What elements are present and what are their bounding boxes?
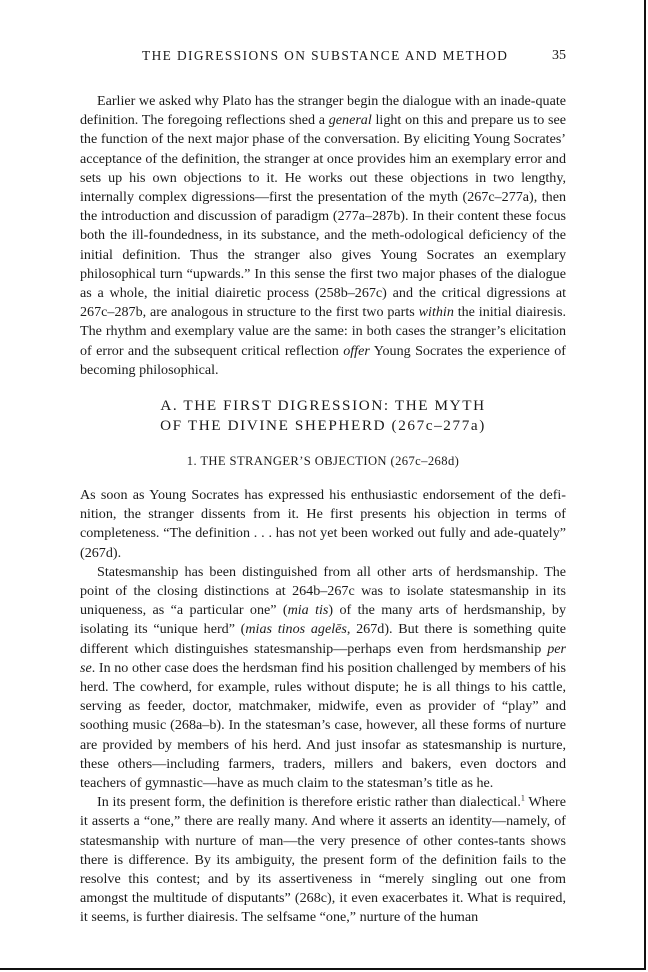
text-run: . In no other case does the herdsman find his position challenged by members of his herd. The cowherd, for example, rules without dispute; he is all things to his cattle, serving as feeder, doctor, matchmaker, midwife, even as provider of “play” and soothing music (268a–b). In the statesman’s case, however, all these forms of nurture are provided by members of his herd. And just insofar as statesmanship is nurture, these others—including farmers, traders, millers and bakers, even doctors and teachers of gymnastic—have as much claim to the statesman’s title as he. xyxy=(80,659,566,792)
subsection-heading: 1. THE STRANGER’S OBJECTION (267c–268d) xyxy=(186,454,460,468)
italic-text: mia tis xyxy=(287,602,329,619)
page-number: 35 xyxy=(552,48,566,63)
italic-text: within xyxy=(418,304,454,321)
italic-text: general xyxy=(328,112,372,129)
text-run: Earlier we asked why Plato has the stranger begin the dialogue with an inade-quate definition. The foregoing reflections shed a xyxy=(80,93,566,129)
running-head-title: THE DIGRESSIONS ON SUBSTANCE AND METHOD xyxy=(142,48,509,63)
italic-text: per se xyxy=(80,640,566,676)
section-heading-line-2: OF THE DIVINE SHEPHERD (267c–277a) xyxy=(160,416,486,434)
text-run: , 267d). But there is something quite different which distinguishes statesmanship—perhaps even from herdsmanship xyxy=(80,621,566,657)
section-heading xyxy=(80,396,566,435)
intro-paragraph-block xyxy=(80,92,566,380)
section-heading-line-1: A. THE FIRST DIGRESSION: THE MYTH xyxy=(160,397,486,414)
text-run: light on this and prepare us to see the function of the next major phase of the conversation. By eliciting Young Socrates’ acceptance of the definition, the stranger at once provides him an exemplary error and sets up his own objections to it. He works out these objections in two lengthy, internally complex digressions—first the presentation of the myth (267c–277a), then the introduction and discussion of paradigm (277a–287b). In their content these focus both the ill-foundedness, in its substance, and the meth-odological deficiency of the initial definition. Thus the stranger also gives Young Socrates an exemplary philosophical turn “upwards.” In this sense the first two major phases of the dialogue as a whole, the initial diairetic process (258b–267c) and the critical digressions at 267c–287b, are analogous in structure to the first two parts xyxy=(80,112,566,321)
paragraph-3 xyxy=(80,793,566,927)
text-run: Where it asserts a “one,” there are really many. And where it asserts an identity—namely, of statesmanship with nurture of man—the very presence of other contes-tants shows there is difference. By its ambiguity, the present form of the definition fails to the resolve this contest; and by its assertiveness in “merely singling out one from amongst the multitude of disputants” (268c), it even exacerbates it. What is required, it seems, is further diairesis. The selfsame “one,” nurture of the human xyxy=(80,794,566,926)
italic-text: mias tinos agelēs xyxy=(245,621,347,638)
italic-text: offer xyxy=(343,342,370,359)
text-run: the initial diairesis. The rhythm and exemplary value are the same: in both cases the stranger’s elicitation of error and the subsequent critical reflection xyxy=(80,304,566,359)
text-run: In its present form, the definition is therefore eristic rather than dialectical. xyxy=(97,794,521,811)
text-run: Statesmanship has been distinguished from all other arts of herdsmanship. The point of the closing distinctions at 264b–267c was to isolate statesmanship in its uniqueness, as “a particular one” ( xyxy=(80,563,566,619)
intro-paragraph xyxy=(80,92,566,380)
footnote-marker[interactable]: 1 xyxy=(520,793,525,803)
paragraph-2 xyxy=(80,563,566,793)
text-run: ) of the many arts of herdsmanship, by isolating its “unique herd” ( xyxy=(80,602,566,638)
section-body xyxy=(80,486,566,928)
paragraph-1: As soon as Young Socrates has expressed his enthusiastic endorsement of the defi-nition, the stranger dissents from it. He first presents his objection in terms of completeness. “The definition . . . has not yet been worked out fully and ade-quately” (267d). xyxy=(80,487,566,561)
text-run: Young Socrates the experience of becoming philosophical. xyxy=(80,342,566,378)
